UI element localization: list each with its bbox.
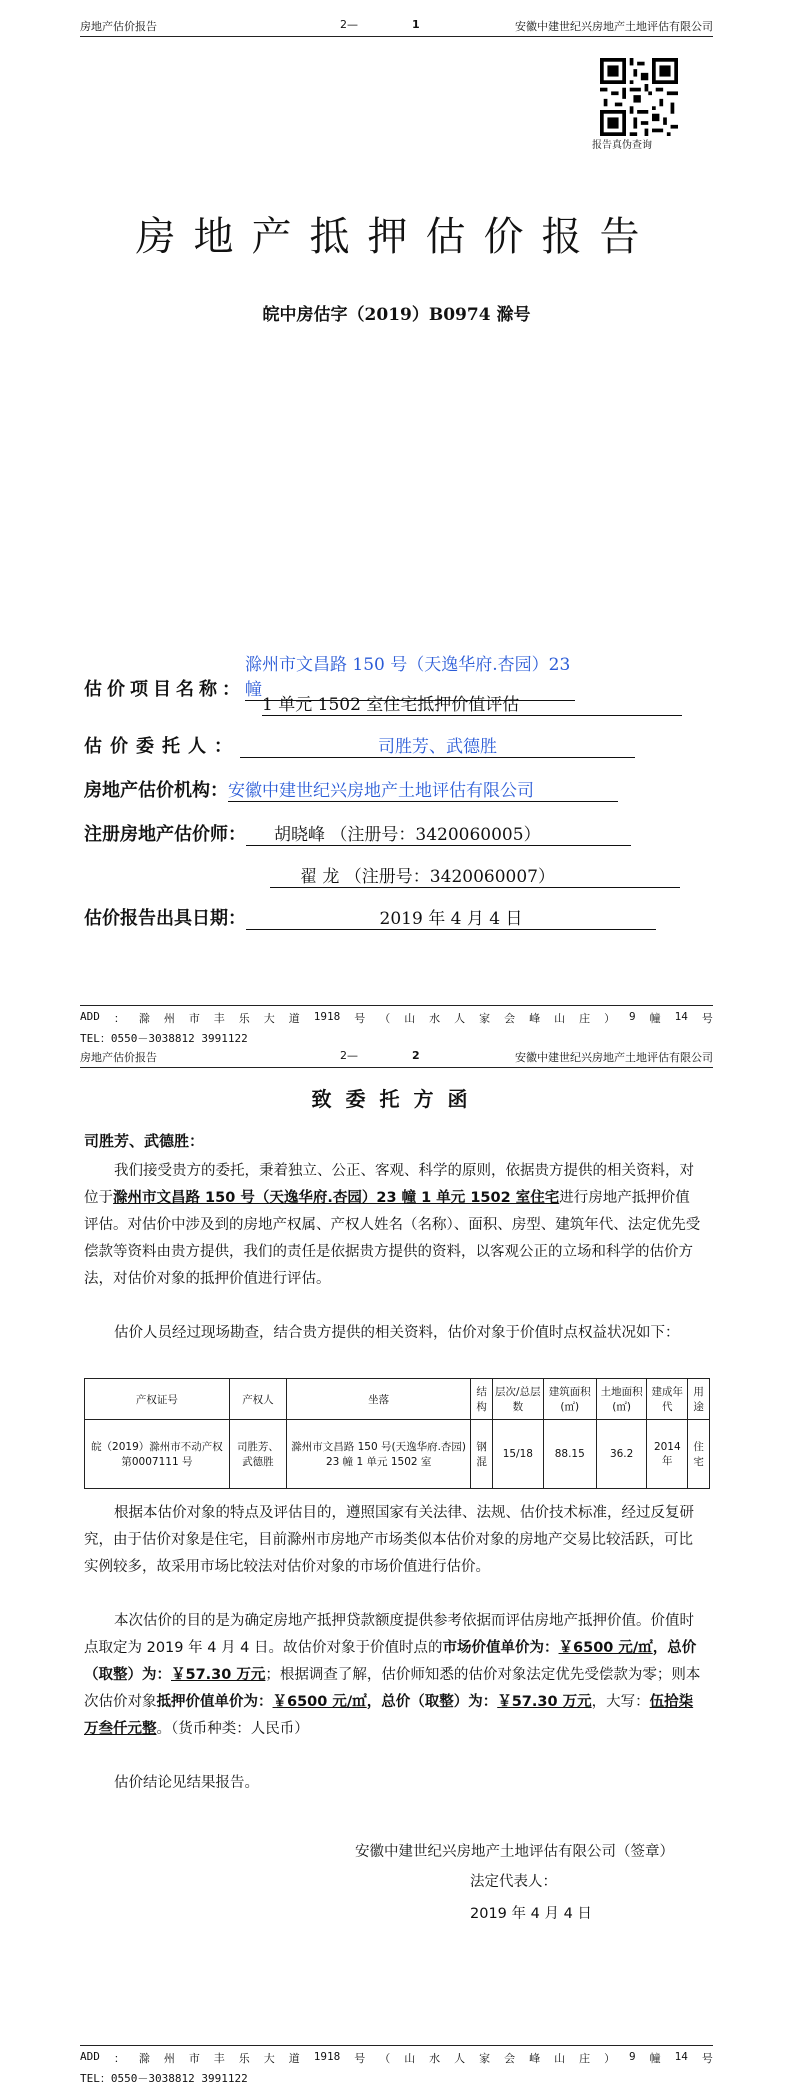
footer-address-token: 峰 xyxy=(529,1012,541,1025)
footer-address xyxy=(80,1005,713,1026)
paragraph-5: 估价结论见结果报告。 xyxy=(114,1775,259,1791)
table-header-cell: 产权人 xyxy=(229,1379,286,1420)
footer-address-token: 号 xyxy=(701,2052,713,2065)
header-right: 安徽中建世纪兴房地产土地评估有限公司 xyxy=(515,20,713,33)
header-left: 房地产估价报告 xyxy=(80,1051,157,1064)
table-cell: 15/18 xyxy=(493,1420,544,1489)
appraiser-row-2 xyxy=(270,862,680,888)
paragraph-3: 根据本估价对象的特点及评估目的，遵照国家有关法律、法规、估价技术标准，经过反复研究，由于估价对象是住宅，目前滁州市房地产市场类似本估价对象的房地产交易比较活跃，可比实例较多，故采用市场比较法对估价对象的市场价值进行估价。 xyxy=(84,1505,694,1575)
table-row xyxy=(85,1420,710,1489)
footer-address-token: 山 xyxy=(404,2052,416,2065)
p4-b: 市场价值单价为： xyxy=(442,1640,559,1656)
footer-address-token: 会 xyxy=(504,1012,516,1025)
table-header-cell: 层次/总层数 xyxy=(493,1379,544,1420)
header-right: 安徽中建世纪兴房地产土地评估有限公司 xyxy=(515,1051,713,1064)
p4-a: 本次估价的目的是为确定房地产抵押贷款额度提供参考依据而评估房地产抵押价值。价值时点取定为 2019 年 4 月 4 日。故估价对象于价值时点的 xyxy=(84,1613,694,1656)
p4-mortgage-unit: ￥6500 元/㎡ xyxy=(272,1694,367,1710)
footer-address-token: 山 xyxy=(554,2052,566,2065)
project-row-2 xyxy=(262,690,682,716)
footer-address-token: ADD xyxy=(80,2050,100,2063)
client-label: 估价委托人： xyxy=(84,736,240,757)
page-footer xyxy=(80,1005,713,1046)
footer-address-token: 家 xyxy=(479,1012,491,1025)
header-page-prefix: 2— xyxy=(340,18,358,31)
footer-address-token: 水 xyxy=(429,2052,441,2065)
p4-market-unit: ￥6500 元/㎡ xyxy=(558,1640,653,1656)
table-cell: 36.2 xyxy=(596,1420,647,1489)
footer-address-token: 市 xyxy=(188,1012,200,1025)
table-header-cell: 土地面积(㎡) xyxy=(596,1379,647,1420)
footer-address-token: 人 xyxy=(454,2052,466,2065)
footer-address xyxy=(80,2045,713,2066)
footer-address-token: 乐 xyxy=(238,2052,250,2065)
header-left: 房地产估价报告 xyxy=(80,20,157,33)
property-table xyxy=(84,1378,710,1489)
paragraph-2: 估价人员经过现场勘查，结合贵方提供的相关资料，估价对象于价值时点权益状况如下： xyxy=(114,1325,680,1341)
appraiser-2: 翟 龙 （注册号：3420060007） xyxy=(270,862,680,888)
salutation: 司胜芳、武德胜： xyxy=(84,1132,205,1150)
signature-company: 安徽中建世纪兴房地产土地评估有限公司（签章） xyxy=(355,1844,674,1860)
appraiser-label: 注册房地产估价师： xyxy=(84,824,246,845)
footer-tel: TEL：0550－3038812 3991122 xyxy=(80,1032,248,1045)
footer-address-token: 幢 xyxy=(649,2052,661,2065)
footer-address-token: 丰 xyxy=(213,2052,225,2065)
footer-address-token: ） xyxy=(604,1012,616,1025)
footer-address-token: 道 xyxy=(288,2052,300,2065)
footer-address-token: 9 xyxy=(629,1010,636,1023)
footer-address-token: 滁 xyxy=(138,2052,150,2065)
qr-code-icon xyxy=(600,58,678,136)
footer-address-token: ADD xyxy=(80,1010,100,1023)
table-header-cell: 建成年代 xyxy=(647,1379,688,1420)
date-label: 估价报告出具日期： xyxy=(84,908,246,929)
p4-amount-words: 伍拾柒万叁仟元整 xyxy=(84,1694,694,1737)
footer-address-token: 道 xyxy=(288,1012,300,1025)
table-header-row xyxy=(85,1379,710,1420)
footer-address-token: 乐 xyxy=(238,1012,250,1025)
footer-address-token: ） xyxy=(604,2052,616,2065)
letter-title: 致委托方函 xyxy=(311,1087,482,1111)
footer-address-token: 号 xyxy=(354,2052,366,2065)
footer-address-token: 山 xyxy=(404,1012,416,1025)
footer-address-token: ： xyxy=(113,1012,125,1025)
footer-address-token: （ xyxy=(379,2052,391,2065)
footer-address-token: 峰 xyxy=(529,2052,541,2065)
table-cell: 钢混 xyxy=(471,1420,493,1489)
footer-address-token: 州 xyxy=(163,2052,175,2065)
p4-g: 抵押价值单价为： xyxy=(156,1694,273,1710)
table-cell: 住宅 xyxy=(688,1420,710,1489)
footer-address-token: 滁 xyxy=(138,1012,150,1025)
appraiser-1: 胡晓峰 （注册号：3420060005） xyxy=(246,820,631,846)
table-cell: 皖（2019）滁州市不动产权第0007111 号 xyxy=(85,1420,230,1489)
footer-address-token: 丰 xyxy=(213,1012,225,1025)
p4-m: 。（货币种类：人民币） xyxy=(156,1721,309,1737)
p1-text-c: 进行房地产抵押价值评估。对估价中涉及到的房地产权属、产权人姓名（名称）、面积、房型、建筑年代、法定优先受偿款等资料由贵方提供，我们的责任是依据贵方提供的资料，以客观公正的立场和科学的估价方法，对估价对象的抵押价值进行评估。 xyxy=(84,1190,701,1287)
footer-address-token: （ xyxy=(379,1012,391,1025)
footer-address-token: 1918 xyxy=(313,2050,341,2063)
table-header-cell: 坐落 xyxy=(287,1379,471,1420)
client-value: 司胜芳、武德胜 xyxy=(240,732,635,758)
p1-address: 滁州市文昌路 150 号（天逸华府.杏园）23 幢 1 单元 1502 室住宅 xyxy=(113,1190,560,1206)
page-header xyxy=(80,1045,713,1068)
footer-address-token: 庄 xyxy=(579,2052,591,2065)
table-cell: 2014 年 xyxy=(647,1420,688,1489)
header-page-prefix: 2— xyxy=(340,1049,358,1062)
table-header-cell: 用途 xyxy=(688,1379,710,1420)
footer-address-token: 1918 xyxy=(313,1010,341,1023)
qr-caption: 报告真伪查询 xyxy=(592,140,652,151)
footer-address-token: 幢 xyxy=(649,1012,661,1025)
agency-value: 安徽中建世纪兴房地产土地评估有限公司 xyxy=(228,776,618,802)
footer-address-token: 会 xyxy=(504,2052,516,2065)
footer-address-token: 州 xyxy=(163,1012,175,1025)
footer-address-token: 14 xyxy=(674,1010,688,1023)
date-value: 2019 年 4 月 4 日 xyxy=(246,904,656,930)
paragraph-4 xyxy=(84,1608,704,1743)
p4-i: ，总价（取整）为： xyxy=(366,1694,498,1710)
footer-address-token: 市 xyxy=(188,2052,200,2065)
page-footer xyxy=(80,2045,713,2086)
signature-date: 2019 年 4 月 4 日 xyxy=(470,1906,592,1922)
table-cell: 司胜芳、武德胜 xyxy=(229,1420,286,1489)
agency-label: 房地产估价机构： xyxy=(84,780,228,801)
signature-representative: 法定代表人： xyxy=(470,1874,557,1890)
project-label: 估价项目名称： xyxy=(84,679,245,700)
footer-address-token: 大 xyxy=(263,2052,275,2065)
table-header-cell: 产权证号 xyxy=(85,1379,230,1420)
agency-row xyxy=(84,776,618,802)
footer-tel: TEL：0550－3038812 3991122 xyxy=(80,2072,248,2085)
footer-address-token: 号 xyxy=(354,1012,366,1025)
p4-market-total: ￥57.30 万元 xyxy=(171,1667,266,1683)
footer-address-token: 号 xyxy=(701,1012,713,1025)
p4-d: ，总价（取整）为： xyxy=(84,1640,697,1683)
footer-address-token: 庄 xyxy=(579,1012,591,1025)
appraiser-row-1 xyxy=(84,820,631,846)
footer-address-token: 人 xyxy=(454,1012,466,1025)
p1-text-a: 我们接受贵方的委托，秉着独立、公正、客观、科学的原则，依据贵方提供的相关资料，对位于 xyxy=(84,1163,694,1206)
table-cell: 滁州市文昌路 150 号(天逸华府.杏园) 23 幢 1 单元 1502 室 xyxy=(287,1420,471,1489)
footer-address-token: 14 xyxy=(674,2050,688,2063)
footer-address-token: 山 xyxy=(554,1012,566,1025)
client-row xyxy=(84,732,635,758)
footer-address-token: 家 xyxy=(479,2052,491,2065)
footer-address-token: ： xyxy=(113,2052,125,2065)
footer-address-token: 9 xyxy=(629,2050,636,2063)
page-header xyxy=(80,14,713,37)
project-value-line1: 滁州市文昌路 150 号（天逸华府.杏园）23 幢 xyxy=(245,650,575,701)
header-page-number: 1 xyxy=(412,18,420,31)
paragraph-1 xyxy=(84,1158,704,1293)
project-value-line2: 1 单元 1502 室住宅抵押价值评估 xyxy=(262,690,682,716)
footer-address-token: 水 xyxy=(429,1012,441,1025)
p4-f: ；根据调查了解，估价师知悉的估价对象法定优先受偿款为零；则本次估价对象 xyxy=(84,1667,701,1710)
date-row xyxy=(84,904,656,930)
footer-address-token: 大 xyxy=(263,1012,275,1025)
header-page-number: 2 xyxy=(412,1049,420,1062)
report-title: 房地产抵押估价报告 xyxy=(135,214,658,260)
p4-mortgage-total: ￥57.30 万元 xyxy=(497,1694,592,1710)
table-header-cell: 结构 xyxy=(471,1379,493,1420)
report-number: 皖中房估字（2019）B0974 滁号 xyxy=(262,305,531,325)
table-header-cell: 建筑面积(㎡) xyxy=(543,1379,596,1420)
p4-k: ，大写： xyxy=(591,1694,650,1710)
table-cell: 88.15 xyxy=(543,1420,596,1489)
